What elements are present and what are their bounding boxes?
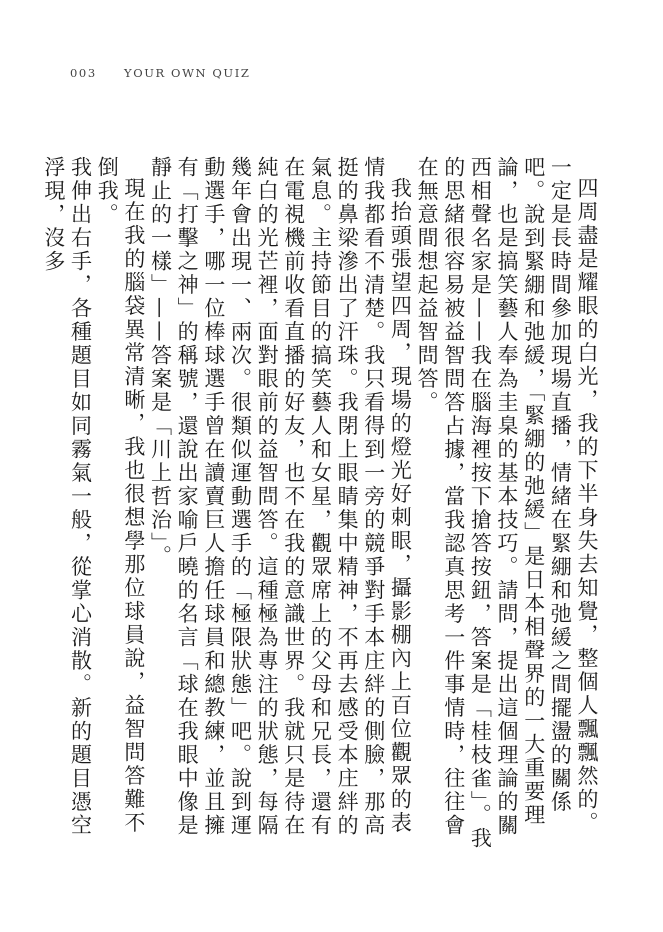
- page-number: 003: [70, 66, 97, 80]
- paragraph: 現在我的腦袋異常清晰，我也很想學那位球員說，益智問答難不倒我。: [95, 156, 146, 835]
- paragraph: 我抬頭張望四周，現場的燈光好刺眼，攝影棚內上百位觀眾的表情我都看不清楚。我只看得到一旁的競爭對手本庄絆的側臉，那高挺的鼻梁滲出了汗珠。我閉上眼睛集中精神，不再去感受本庄絆的氣息。主持節目的搞笑藝人和女星，觀眾席上的父母和兄長，還有在電視機前收看直播的好友，也不在我的意識世界。我就只是待在純白的光芒裡，面對眼前的益智問答。這種極為專注的狀態，每隔幾年會出現一、兩次。很類似運動選手的「極限狀態」吧。說到運動選手，哪一位棒球選手曾在讀賣巨人擔任球員和總教練，並且擁有「打擊之神」的稱號，還說出家喻戶曉的名言「球在我眼中像是靜止的一樣」——答案是「川上哲治」。: [148, 156, 413, 838]
- paragraph: 我伸出右手，各種題目如同霧氣一般，從掌心消散。新的題目憑空浮現，沒多: [41, 156, 93, 838]
- running-header: [70, 66, 250, 80]
- vertical-text-body: [41, 156, 600, 856]
- paragraph: 四周盡是耀眼的白光，我的下半身失去知覺，整個人飄飄然的。一定是長時間參加現場直播，情緒在緊綳和弛緩之間擺盪的關係吧。說到緊綳和弛緩，「緊綳的弛緩」是日本相聲界的一大重要理論，也是搞笑藝人奉為圭臬的基本技巧。請問，提出這個理論的關西相聲名家是——我在腦海裡按下搶答按鈕，答案是「桂枝雀」。我的思緒很容易被益智問答占據，當我認真思考一件事情時，往往會在無意間想起益智問答。: [415, 156, 599, 851]
- running-title: YOUR OWN QUIZ: [124, 66, 251, 80]
